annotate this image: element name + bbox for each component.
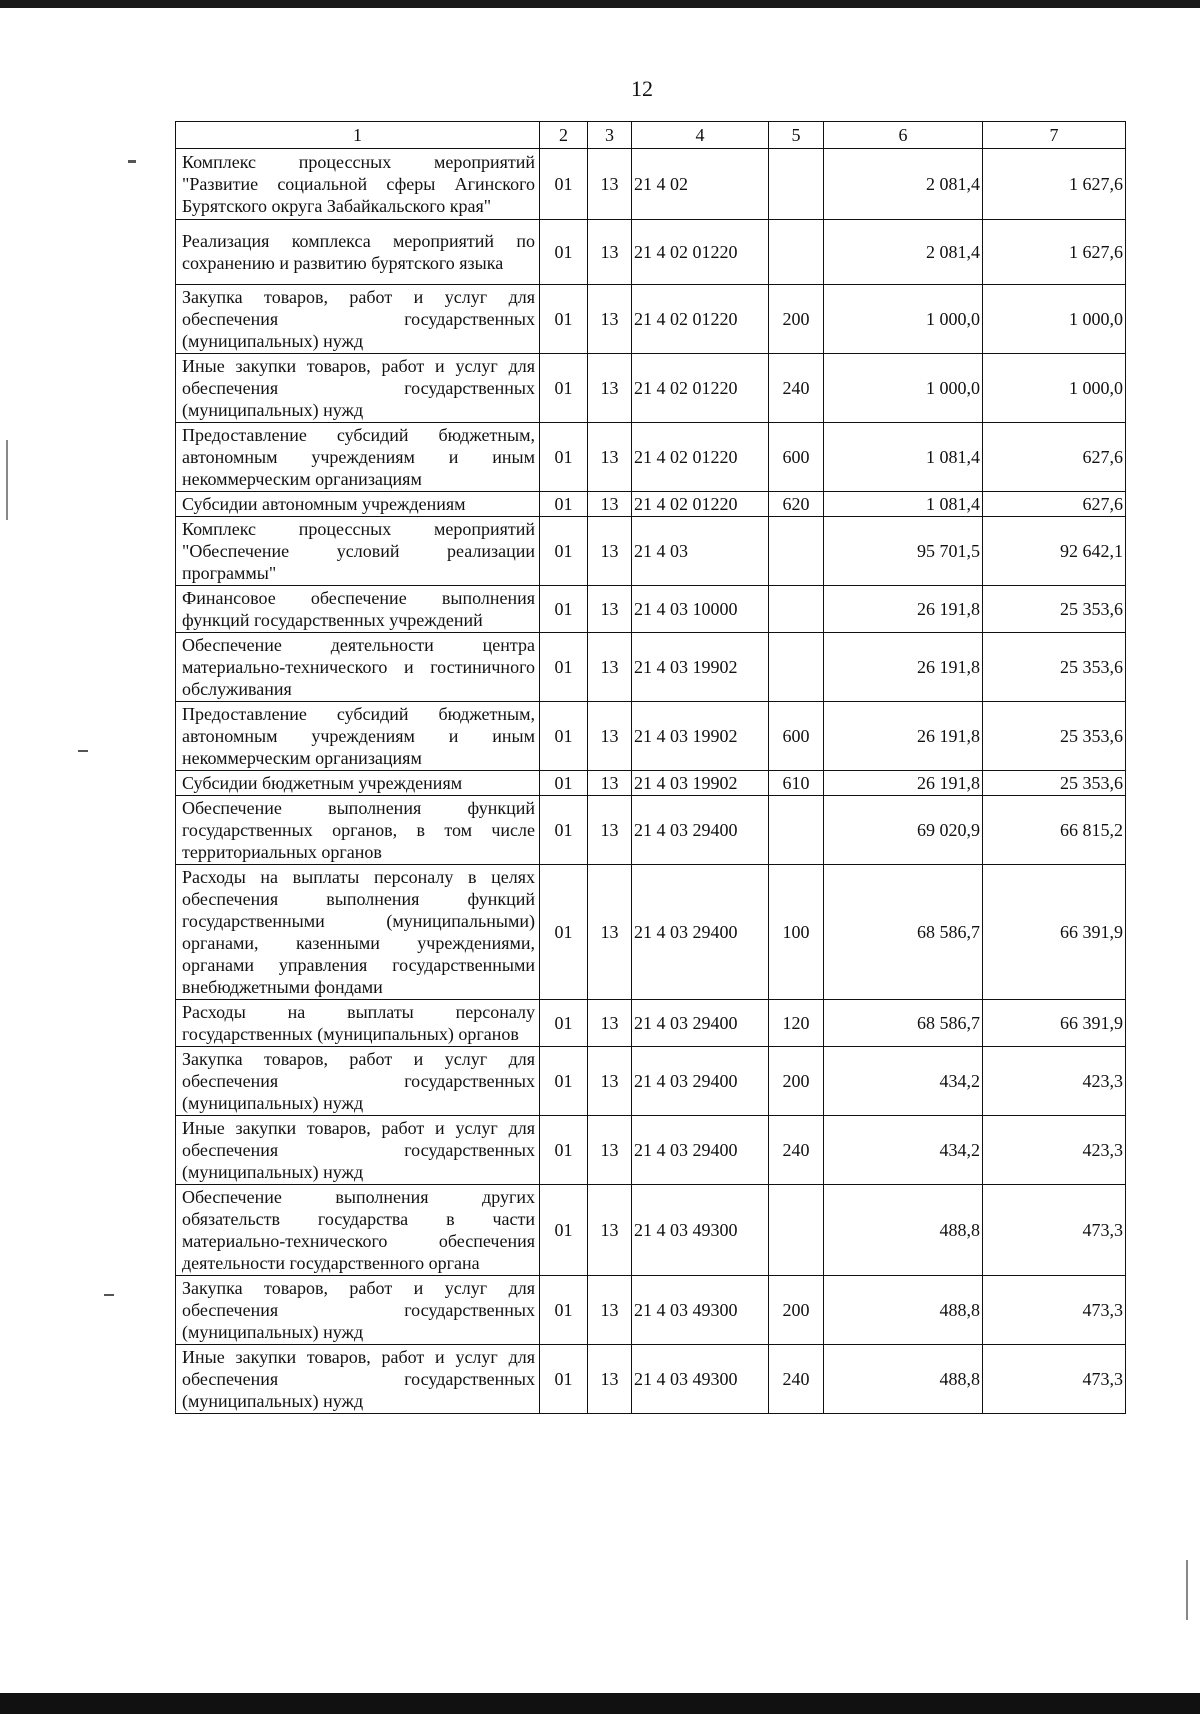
cell-amount-year2: 92 642,1 [983,517,1126,586]
cell-expense-type: 240 [769,1345,824,1414]
cell-expense-type [769,517,824,586]
cell-name: Реализация комплекса мероприятий по сохранению и развитию бурятского языка [176,220,540,285]
cell-section: 01 [540,1185,588,1276]
cell-name: Обеспечение деятельности центра материально-технического и гостиничного обслуживания [176,633,540,702]
cell-target-article: 21 4 02 01220 [632,354,769,423]
cell-name: Предоставление субсидий бюджетным, автономным учреждениям и иным некоммерческим организациям [176,423,540,492]
cell-subsection: 13 [588,1116,632,1185]
cell-section: 01 [540,771,588,796]
cell-name: Обеспечение выполнения функций государственных органов, в том числе территориальных органов [176,796,540,865]
cell-amount-year2: 25 353,6 [983,633,1126,702]
cell-name: Комплекс процессных мероприятий "Развитие социальной сферы Агинского Бурятского округа Забайкальского края" [176,149,540,220]
cell-expense-type: 600 [769,702,824,771]
cell-target-article: 21 4 03 10000 [632,586,769,633]
cell-amount-year1: 434,2 [824,1116,983,1185]
cell-section: 01 [540,796,588,865]
cell-amount-year1: 95 701,5 [824,517,983,586]
cell-amount-year1: 68 586,7 [824,865,983,1000]
cell-section: 01 [540,492,588,517]
cell-amount-year1: 26 191,8 [824,771,983,796]
table-row [176,220,1126,285]
cell-name: Иные закупки товаров, работ и услуг для обеспечения государственных (муниципальных) нужд [176,354,540,423]
cell-expense-type: 240 [769,354,824,423]
cell-target-article: 21 4 03 19902 [632,771,769,796]
cell-expense-type [769,1185,824,1276]
cell-target-article: 21 4 03 29400 [632,1047,769,1116]
cell-section: 01 [540,1116,588,1185]
cell-subsection: 13 [588,423,632,492]
table-row [176,492,1126,517]
table-row [176,1047,1126,1116]
cell-subsection: 13 [588,1276,632,1345]
cell-name: Субсидии бюджетным учреждениям [176,771,540,796]
cell-amount-year2: 1 627,6 [983,220,1126,285]
table-row [176,423,1126,492]
column-header-1: 1 [176,122,540,149]
cell-target-article: 21 4 03 29400 [632,1116,769,1185]
cell-amount-year2: 1 000,0 [983,285,1126,354]
cell-target-article: 21 4 03 49300 [632,1276,769,1345]
cell-expense-type: 200 [769,285,824,354]
cell-amount-year2: 25 353,6 [983,702,1126,771]
cell-subsection: 13 [588,1345,632,1414]
table-row [176,633,1126,702]
cell-section: 01 [540,149,588,220]
cell-subsection: 13 [588,149,632,220]
cell-section: 01 [540,1345,588,1414]
cell-amount-year2: 627,6 [983,492,1126,517]
cell-section: 01 [540,865,588,1000]
cell-name: Предоставление субсидий бюджетным, автономным учреждениям и иным некоммерческим организациям [176,702,540,771]
scan-border-top [0,0,1200,8]
table-row [176,586,1126,633]
cell-amount-year1: 26 191,8 [824,702,983,771]
cell-name: Комплекс процессных мероприятий "Обеспечение условий реализации программы" [176,517,540,586]
cell-subsection: 13 [588,354,632,423]
cell-subsection: 13 [588,796,632,865]
cell-target-article: 21 4 03 29400 [632,1000,769,1047]
cell-amount-year1: 26 191,8 [824,586,983,633]
cell-expense-type [769,149,824,220]
scan-speck [128,160,136,163]
cell-name: Закупка товаров, работ и услуг для обеспечения государственных (муниципальных) нужд [176,1276,540,1345]
cell-section: 01 [540,1000,588,1047]
cell-expense-type: 620 [769,492,824,517]
cell-subsection: 13 [588,1000,632,1047]
scan-speck [6,440,8,520]
cell-name: Закупка товаров, работ и услуг для обеспечения государственных (муниципальных) нужд [176,285,540,354]
cell-subsection: 13 [588,702,632,771]
cell-subsection: 13 [588,865,632,1000]
cell-amount-year1: 488,8 [824,1276,983,1345]
scan-speck [1186,1560,1188,1620]
cell-amount-year2: 423,3 [983,1116,1126,1185]
cell-target-article: 21 4 03 19902 [632,702,769,771]
cell-target-article: 21 4 02 [632,149,769,220]
cell-target-article: 21 4 03 19902 [632,633,769,702]
cell-section: 01 [540,517,588,586]
column-header-4: 4 [632,122,769,149]
scan-border-bottom [0,1693,1200,1714]
cell-section: 01 [540,285,588,354]
cell-subsection: 13 [588,771,632,796]
column-header-3: 3 [588,122,632,149]
table-row [176,354,1126,423]
cell-section: 01 [540,220,588,285]
cell-subsection: 13 [588,633,632,702]
budget-table [175,121,1126,1414]
cell-amount-year1: 2 081,4 [824,220,983,285]
cell-amount-year2: 1 000,0 [983,354,1126,423]
cell-expense-type: 120 [769,1000,824,1047]
table-row [176,771,1126,796]
table-row [176,702,1126,771]
cell-target-article: 21 4 02 01220 [632,492,769,517]
cell-section: 01 [540,1276,588,1345]
cell-section: 01 [540,354,588,423]
cell-amount-year1: 488,8 [824,1185,983,1276]
table-row [176,517,1126,586]
cell-expense-type [769,586,824,633]
cell-subsection: 13 [588,517,632,586]
cell-name: Иные закупки товаров, работ и услуг для обеспечения государственных (муниципальных) нужд [176,1345,540,1414]
cell-section: 01 [540,633,588,702]
cell-target-article: 21 4 03 49300 [632,1185,769,1276]
cell-section: 01 [540,702,588,771]
table-row [176,796,1126,865]
cell-subsection: 13 [588,492,632,517]
cell-amount-year2: 1 627,6 [983,149,1126,220]
cell-section: 01 [540,586,588,633]
cell-target-article: 21 4 03 49300 [632,1345,769,1414]
table-header-row [176,122,1126,149]
cell-amount-year1: 1 081,4 [824,492,983,517]
page-number: 12 [631,76,653,101]
cell-amount-year2: 66 391,9 [983,1000,1126,1047]
cell-name: Закупка товаров, работ и услуг для обеспечения государственных (муниципальных) нужд [176,1047,540,1116]
column-header-5: 5 [769,122,824,149]
cell-subsection: 13 [588,220,632,285]
cell-amount-year1: 68 586,7 [824,1000,983,1047]
scan-speck [78,750,88,752]
cell-amount-year1: 434,2 [824,1047,983,1116]
cell-name: Расходы на выплаты персоналу в целях обеспечения выполнения функций государственными (муниципальными) органами, казенными учреждениями, органами управления государственными внебюджетными фондами [176,865,540,1000]
cell-expense-type: 200 [769,1276,824,1345]
cell-section: 01 [540,1047,588,1116]
table-row [176,1116,1126,1185]
table-row [176,1185,1126,1276]
cell-target-article: 21 4 02 01220 [632,220,769,285]
cell-amount-year1: 1 000,0 [824,354,983,423]
cell-subsection: 13 [588,1047,632,1116]
cell-expense-type: 200 [769,1047,824,1116]
scan-speck [104,1294,114,1296]
column-header-2: 2 [540,122,588,149]
cell-name: Финансовое обеспечение выполнения функций государственных учреждений [176,586,540,633]
cell-expense-type [769,220,824,285]
cell-amount-year2: 66 815,2 [983,796,1126,865]
cell-amount-year2: 25 353,6 [983,771,1126,796]
cell-expense-type: 600 [769,423,824,492]
cell-target-article: 21 4 02 01220 [632,285,769,354]
table-row [176,1276,1126,1345]
cell-amount-year1: 26 191,8 [824,633,983,702]
cell-expense-type [769,796,824,865]
cell-target-article: 21 4 02 01220 [632,423,769,492]
cell-name: Обеспечение выполнения других обязательств государства в части материально-технического обеспечения деятельности государственного органа [176,1185,540,1276]
column-header-7: 7 [983,122,1126,149]
table-row [176,285,1126,354]
cell-name: Иные закупки товаров, работ и услуг для обеспечения государственных (муниципальных) нужд [176,1116,540,1185]
table-row [176,865,1126,1000]
cell-amount-year1: 1 081,4 [824,423,983,492]
table-row [176,149,1126,220]
cell-expense-type: 610 [769,771,824,796]
table-row [176,1345,1126,1414]
cell-amount-year2: 66 391,9 [983,865,1126,1000]
column-header-6: 6 [824,122,983,149]
cell-amount-year1: 2 081,4 [824,149,983,220]
cell-name: Субсидии автономным учреждениям [176,492,540,517]
cell-subsection: 13 [588,1185,632,1276]
cell-target-article: 21 4 03 [632,517,769,586]
cell-expense-type: 240 [769,1116,824,1185]
cell-expense-type: 100 [769,865,824,1000]
cell-expense-type [769,633,824,702]
cell-amount-year2: 627,6 [983,423,1126,492]
cell-amount-year2: 473,3 [983,1345,1126,1414]
cell-target-article: 21 4 03 29400 [632,796,769,865]
cell-subsection: 13 [588,586,632,633]
cell-name: Расходы на выплаты персоналу государственных (муниципальных) органов [176,1000,540,1047]
cell-amount-year1: 488,8 [824,1345,983,1414]
cell-amount-year2: 25 353,6 [983,586,1126,633]
cell-amount-year1: 1 000,0 [824,285,983,354]
table-row [176,1000,1126,1047]
cell-amount-year2: 473,3 [983,1276,1126,1345]
cell-amount-year2: 423,3 [983,1047,1126,1116]
cell-subsection: 13 [588,285,632,354]
cell-target-article: 21 4 03 29400 [632,865,769,1000]
cell-amount-year2: 473,3 [983,1185,1126,1276]
cell-amount-year1: 69 020,9 [824,796,983,865]
cell-section: 01 [540,423,588,492]
